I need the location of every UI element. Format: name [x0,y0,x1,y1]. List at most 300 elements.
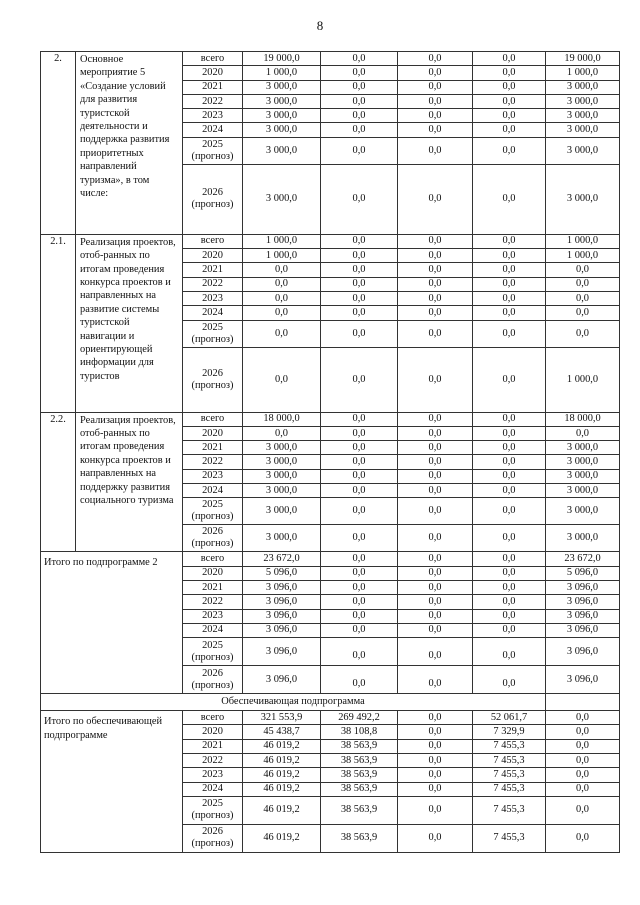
year-cell [183,484,243,498]
value-cell: 0,0 [321,277,398,291]
year-label: 2022 [202,456,223,468]
value-cell: 0,0 [473,320,546,347]
value-cell: 0,0 [473,291,546,305]
value-cell: 3 096,0 [243,609,321,623]
year-cell [183,725,243,739]
value-cell: 0,0 [321,412,398,426]
year-label: 2025 [202,798,223,810]
value-cell: 3 000,0 [546,109,620,123]
value-cell: 0,0 [473,552,546,566]
year-label: 2022 [202,278,223,290]
value-cell: 3 096,0 [243,595,321,609]
year-label: 2020 [202,66,223,78]
year-label: 2026 [202,367,223,379]
support-subprogram-header: Обеспечивающая подпрограмма [41,694,546,711]
value-cell: 3 000,0 [243,164,321,234]
value-cell: 0,0 [398,164,473,234]
value-cell: 0,0 [243,277,321,291]
year-label: 2021 [202,441,223,453]
value-cell: 0,0 [546,291,620,305]
table-row [41,52,620,66]
value-cell: 0,0 [398,484,473,498]
value-cell: 46 019,2 [243,768,321,782]
forecast-note: (прогноз) [191,651,234,663]
value-cell: 0,0 [398,412,473,426]
value-cell: 3 000,0 [546,498,620,525]
value-cell: 0,0 [321,347,398,412]
value-cell: 0,0 [321,609,398,623]
value-cell: 3 000,0 [546,123,620,137]
value-cell: 0,0 [473,306,546,320]
year-label: всего [200,552,225,564]
value-cell: 7 455,3 [473,782,546,796]
value-cell: 0,0 [473,498,546,525]
value-cell: 46 019,2 [243,796,321,824]
year-cell [183,623,243,637]
year-cell [183,137,243,164]
value-cell: 1 000,0 [243,66,321,80]
year-cell [183,277,243,291]
value-cell: 38 563,9 [321,739,398,753]
value-cell: 3 000,0 [243,137,321,164]
year-label: 2026 [202,826,223,838]
year-label: 2026 [202,667,223,679]
value-cell: 45 438,7 [243,725,321,739]
value-cell: 0,0 [321,249,398,263]
section-name: Реализация проектов, отоб-ранных по итогам проведения конкурса проектов и направленных на развитие системы туристской навигации и ориентирующей информации для туристов [76,234,183,412]
value-cell: 0,0 [321,123,398,137]
value-cell: 18 000,0 [243,412,321,426]
value-cell: 0,0 [473,263,546,277]
value-cell: 0,0 [243,426,321,440]
value-cell: 0,0 [546,306,620,320]
value-cell: 0,0 [321,638,398,666]
value-cell: 0,0 [321,263,398,277]
year-cell [183,441,243,455]
year-cell [183,595,243,609]
value-cell: 0,0 [398,739,473,753]
value-cell: 0,0 [398,782,473,796]
year-label: 2020 [202,567,223,579]
forecast-note: (прогноз) [191,538,234,550]
value-cell: 0,0 [398,80,473,94]
value-cell: 0,0 [243,306,321,320]
value-cell: 3 000,0 [546,484,620,498]
value-cell: 0,0 [398,234,473,248]
value-cell: 0,0 [398,109,473,123]
value-cell: 0,0 [546,277,620,291]
value-cell: 1 000,0 [546,66,620,80]
value-cell: 0,0 [398,469,473,483]
value-cell: 0,0 [473,249,546,263]
value-cell: 0,0 [398,498,473,525]
forecast-note: (прогноз) [191,810,234,822]
value-cell: 0,0 [398,638,473,666]
value-cell: 0,0 [398,609,473,623]
value-cell: 0,0 [321,566,398,580]
year-cell [183,249,243,263]
year-label: всего [200,413,225,425]
section-name: Реализация проектов, отоб-ранных по итогам проведения конкурса проектов и направленных на поддержку развития социального туризма [76,412,183,552]
value-cell: 0,0 [398,754,473,768]
value-cell: 23 672,0 [243,552,321,566]
value-cell: 3 000,0 [546,441,620,455]
year-cell [183,638,243,666]
value-cell: 0,0 [398,66,473,80]
value-cell: 3 000,0 [243,469,321,483]
value-cell: 0,0 [473,164,546,234]
value-cell: 0,0 [398,426,473,440]
year-cell [183,109,243,123]
value-cell: 0,0 [473,52,546,66]
value-cell: 0,0 [546,739,620,753]
year-label: 2021 [202,740,223,752]
year-label: 2024 [202,124,223,136]
year-label: 2023 [202,768,223,780]
year-label: 2022 [202,95,223,107]
value-cell: 3 096,0 [546,595,620,609]
value-cell: 0,0 [398,441,473,455]
value-cell: 0,0 [321,137,398,164]
value-cell: 7 455,3 [473,739,546,753]
budget-table [40,51,620,853]
value-cell: 0,0 [321,164,398,234]
value-cell: 0,0 [398,52,473,66]
value-cell: 3 096,0 [243,580,321,594]
value-cell: 0,0 [473,638,546,666]
year-cell [183,164,243,234]
value-cell: 0,0 [321,580,398,594]
value-cell: 0,0 [398,566,473,580]
value-cell: 0,0 [398,123,473,137]
year-label: 2022 [202,595,223,607]
value-cell: 3 000,0 [243,498,321,525]
year-cell [183,80,243,94]
forecast-note: (прогноз) [191,511,234,523]
value-cell: 321 553,9 [243,711,321,725]
value-cell: 3 000,0 [546,80,620,94]
value-cell: 0,0 [321,498,398,525]
value-cell: 0,0 [398,455,473,469]
value-cell: 0,0 [321,426,398,440]
year-cell [183,347,243,412]
value-cell: 3 000,0 [243,94,321,108]
year-cell [183,469,243,483]
year-cell [183,306,243,320]
value-cell: 46 019,2 [243,824,321,852]
year-cell [183,824,243,852]
value-cell: 0,0 [398,623,473,637]
value-cell: 0,0 [243,263,321,277]
forecast-note: (прогноз) [191,679,234,691]
value-cell: 0,0 [473,109,546,123]
year-label: 2024 [202,624,223,636]
year-label: 2025 [202,321,223,333]
value-cell: 19 000,0 [243,52,321,66]
year-cell [183,796,243,824]
value-cell: 0,0 [473,426,546,440]
value-cell: 3 000,0 [243,123,321,137]
year-cell [183,739,243,753]
value-cell: 3 000,0 [243,484,321,498]
year-label: 2022 [202,754,223,766]
value-cell: 0,0 [321,291,398,305]
value-cell: 0,0 [473,66,546,80]
value-cell: 0,0 [398,525,473,552]
value-cell: 0,0 [398,263,473,277]
year-cell [183,52,243,66]
value-cell: 0,0 [398,768,473,782]
value-cell: 0,0 [321,80,398,94]
value-cell: 3 096,0 [243,638,321,666]
value-cell: 0,0 [473,347,546,412]
value-cell: 3 000,0 [546,469,620,483]
value-cell: 0,0 [321,306,398,320]
value-cell: 3 096,0 [243,666,321,694]
value-cell: 0,0 [546,711,620,725]
year-label: 2025 [202,499,223,511]
value-cell: 0,0 [546,320,620,347]
year-cell [183,552,243,566]
value-cell: 0,0 [473,94,546,108]
section-name: Основное мероприятие 5 «Создание условий для развития туристской деятельности и поддержка развития приоритетных направлений туризма», в том числе: [76,52,183,235]
value-cell: 0,0 [473,623,546,637]
value-cell: 0,0 [321,666,398,694]
value-cell: 0,0 [398,552,473,566]
year-label: 2021 [202,581,223,593]
value-cell: 3 096,0 [546,623,620,637]
year-label: 2024 [202,306,223,318]
value-cell: 3 000,0 [243,109,321,123]
value-cell: 7 455,3 [473,768,546,782]
year-cell [183,609,243,623]
year-cell [183,263,243,277]
value-cell: 52 061,7 [473,711,546,725]
year-label: 2021 [202,81,223,93]
year-cell [183,666,243,694]
year-cell [183,426,243,440]
value-cell: 0,0 [398,666,473,694]
year-label: 2020 [202,249,223,261]
value-cell: 0,0 [321,320,398,347]
value-cell: 3 096,0 [243,623,321,637]
value-cell: 38 108,8 [321,725,398,739]
year-cell [183,234,243,248]
value-cell: 3 096,0 [546,580,620,594]
value-cell: 3 096,0 [546,666,620,694]
forecast-note: (прогноз) [191,199,234,211]
year-label: 2024 [202,783,223,795]
value-cell: 3 096,0 [546,638,620,666]
value-cell: 0,0 [321,552,398,566]
value-cell: 0,0 [546,768,620,782]
year-cell [183,291,243,305]
subtotal-label: Итого по подпрограмме 2 [41,552,183,694]
value-cell: 0,0 [398,137,473,164]
value-cell: 1 000,0 [546,347,620,412]
support-total-row [41,711,620,725]
value-cell: 0,0 [473,277,546,291]
page-number: 8 [316,18,324,33]
value-cell: 5 096,0 [243,566,321,580]
value-cell: 3 000,0 [546,455,620,469]
value-cell: 0,0 [473,484,546,498]
value-cell: 0,0 [398,580,473,594]
value-cell: 269 492,2 [321,711,398,725]
value-cell: 7 455,3 [473,754,546,768]
year-label: 2025 [202,138,223,150]
year-label: 2026 [202,526,223,538]
value-cell: 0,0 [398,94,473,108]
value-cell: 0,0 [473,469,546,483]
value-cell: 0,0 [243,320,321,347]
value-cell: 0,0 [321,455,398,469]
value-cell: 3 000,0 [546,137,620,164]
year-cell [183,498,243,525]
value-cell: 3 000,0 [546,525,620,552]
subtotal-row [41,552,620,566]
value-cell: 0,0 [398,306,473,320]
value-cell: 23 672,0 [546,552,620,566]
value-cell: 18 000,0 [546,412,620,426]
value-cell: 0,0 [321,525,398,552]
value-cell: 46 019,2 [243,754,321,768]
value-cell: 1 000,0 [243,249,321,263]
table-row [41,412,620,426]
value-cell: 0,0 [398,291,473,305]
value-cell: 0,0 [321,52,398,66]
value-cell: 0,0 [473,412,546,426]
value-cell: 0,0 [398,725,473,739]
value-cell: 38 563,9 [321,782,398,796]
value-cell: 0,0 [321,94,398,108]
year-cell [183,566,243,580]
year-cell [183,768,243,782]
value-cell: 38 563,9 [321,824,398,852]
value-cell: 0,0 [321,109,398,123]
value-cell: 0,0 [398,796,473,824]
value-cell: 0,0 [546,725,620,739]
value-cell: 0,0 [321,469,398,483]
value-cell: 0,0 [398,249,473,263]
year-cell [183,580,243,594]
year-label: 2023 [202,292,223,304]
empty-cell [546,694,620,711]
support-total-label: Итого по обеспечивающей подпрограмме [41,711,183,853]
table-row [41,234,620,248]
value-cell: 46 019,2 [243,739,321,753]
section-header-row [41,694,620,711]
value-cell: 0,0 [243,291,321,305]
year-label: 2026 [202,187,223,199]
forecast-note: (прогноз) [191,150,234,162]
value-cell: 3 000,0 [243,441,321,455]
value-cell: 3 000,0 [243,455,321,469]
year-cell [183,754,243,768]
year-cell [183,320,243,347]
year-label: 2023 [202,109,223,121]
value-cell: 3 096,0 [546,609,620,623]
year-label: 2023 [202,610,223,622]
value-cell: 0,0 [398,347,473,412]
value-cell: 3 000,0 [546,94,620,108]
year-cell [183,94,243,108]
value-cell: 3 000,0 [243,525,321,552]
value-cell: 0,0 [398,320,473,347]
value-cell: 0,0 [321,234,398,248]
year-cell [183,525,243,552]
value-cell: 0,0 [546,263,620,277]
value-cell: 19 000,0 [546,52,620,66]
value-cell: 0,0 [398,824,473,852]
value-cell: 46 019,2 [243,782,321,796]
year-label: всего [200,235,225,247]
value-cell: 1 000,0 [546,234,620,248]
value-cell: 0,0 [398,711,473,725]
value-cell: 0,0 [473,580,546,594]
value-cell: 0,0 [473,234,546,248]
value-cell: 0,0 [546,426,620,440]
year-cell [183,123,243,137]
value-cell: 0,0 [473,455,546,469]
value-cell: 38 563,9 [321,754,398,768]
value-cell: 3 000,0 [243,80,321,94]
value-cell: 0,0 [546,754,620,768]
year-cell [183,782,243,796]
year-cell [183,412,243,426]
year-label: 2020 [202,726,223,738]
year-label: 2023 [202,470,223,482]
value-cell: 0,0 [473,525,546,552]
value-cell: 38 563,9 [321,796,398,824]
value-cell: 0,0 [473,123,546,137]
value-cell: 1 000,0 [546,249,620,263]
year-cell [183,66,243,80]
value-cell: 0,0 [321,441,398,455]
value-cell: 0,0 [473,595,546,609]
value-cell: 0,0 [546,796,620,824]
value-cell: 38 563,9 [321,768,398,782]
forecast-note: (прогноз) [191,379,234,391]
year-label: 2024 [202,484,223,496]
year-cell [183,455,243,469]
value-cell: 7 329,9 [473,725,546,739]
section-number: 2. [41,52,76,235]
value-cell: 1 000,0 [243,234,321,248]
year-label: всего [200,52,225,64]
value-cell: 0,0 [398,595,473,609]
value-cell: 7 455,3 [473,796,546,824]
year-label: 2021 [202,264,223,276]
year-label: 2025 [202,639,223,651]
year-label: 2020 [202,427,223,439]
value-cell: 3 000,0 [546,164,620,234]
value-cell: 0,0 [473,441,546,455]
year-cell [183,711,243,725]
value-cell: 0,0 [243,347,321,412]
value-cell: 0,0 [321,595,398,609]
value-cell: 0,0 [473,666,546,694]
year-label: всего [200,711,225,723]
section-number: 2.1. [41,234,76,412]
value-cell: 0,0 [398,277,473,291]
forecast-note: (прогноз) [191,838,234,850]
section-number: 2.2. [41,412,76,552]
value-cell: 0,0 [473,609,546,623]
value-cell: 0,0 [473,566,546,580]
value-cell: 0,0 [321,484,398,498]
value-cell: 0,0 [546,782,620,796]
